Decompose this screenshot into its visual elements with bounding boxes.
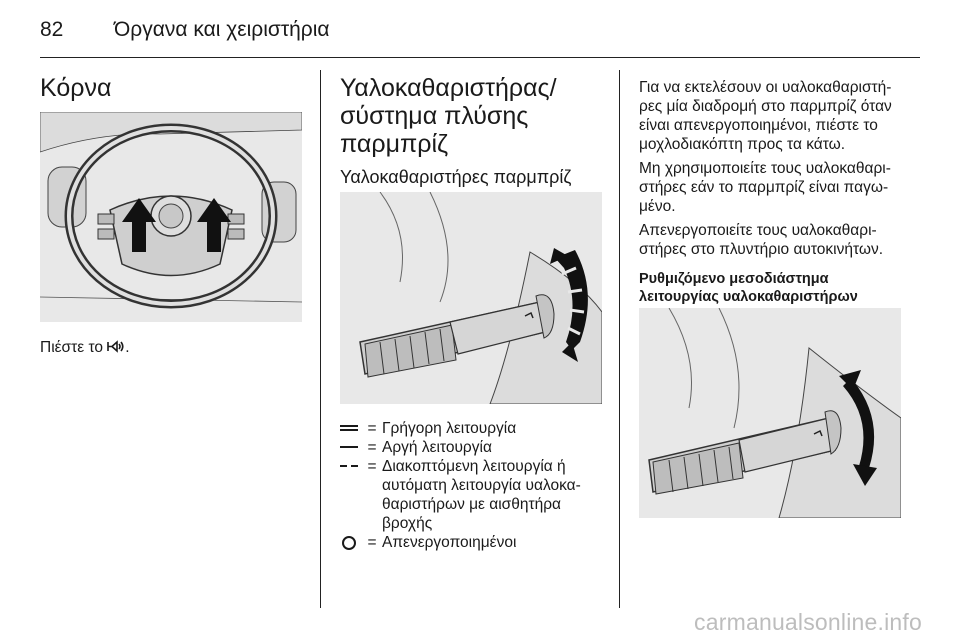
page-number: 82 [40,18,64,41]
wiper-lever-figure [340,192,602,404]
section-heading-wiper-line1: Υαλοκαθαριστήρας/ [340,74,557,102]
legend-text-intermittent: Διακοπτόμενη λειτουργία ή αυτόματη λειτουργία υαλοκα-θαριστήρων με αισθητήρα βροχής [382,458,581,532]
section-heading-wiper-line2: σύστημα πλύσης [340,102,529,130]
legend-row-slow: = Αργή λειτουργία [340,438,610,457]
dashed-line-icon [340,457,362,476]
wiper-legend [340,419,610,552]
subheading-interval-l2: λειτουργίας υαλοκαθαριστήρων [639,289,858,305]
horn-caption: Πιέστε το . [40,339,130,356]
watermark: carmanualsonline.info [694,609,922,635]
steering-wheel-illustration [40,112,302,322]
interval-lever-figure [639,308,901,518]
section-heading-horn: Κόρνα [40,74,112,102]
legend-row-fast: = Γρήγορη λειτουργία [340,419,610,438]
section-heading-wiper-line3: παρμπρίζ [340,130,449,158]
steering-wheel-figure [40,112,302,322]
wiper-lever-illustration [340,192,602,404]
para-carwash-l2: στήρες στο πλυντήριο αυτοκινήτων. [639,241,884,258]
single-line-icon [340,438,362,457]
para-single-wipe-l1: Για να εκτελέσουν οι υαλοκαθαριστή- [639,79,892,96]
legend-row-off: = Απενεργοποιημένοι [340,533,610,552]
column-divider-left [320,70,321,608]
legend-text-off: Απενεργοποιημένοι [382,534,517,551]
circle-off-icon [340,533,362,552]
interval-lever-illustration [639,308,901,518]
para-single-wipe-l4: μοχλοδιακόπτη προς τα κάτω. [639,136,846,153]
double-line-icon [340,419,362,438]
para-single-wipe-l3: είναι απενεργοποιημένοι, πιέστε το [639,117,878,134]
header-rule [40,57,920,58]
subheading-interval-l1: Ρυθμιζόμενο μεσοδιάστημα [639,271,829,287]
para-frozen-l3: μένο. [639,198,676,215]
legend-text-slow: Αργή λειτουργία [382,439,492,456]
running-title: Όργανα και χειριστήρια [114,18,330,41]
legend-row-intermittent: = Διακοπτόμενη λειτουργία ή αυτόματη λειτουργία υαλοκα-θαριστήρων με αισθητήρα βροχής [340,457,610,533]
para-carwash-l1: Απενεργοποιείτε τους υαλοκαθαρι- [639,222,877,239]
column-divider-right [619,70,620,608]
horn-icon [107,340,125,353]
para-single-wipe-l2: ρες μία διαδρομή στο παρμπρίζ όταν [639,98,892,115]
subheading-windscreen-wipers: Υαλοκαθαριστήρες παρμπρίζ [340,167,572,187]
legend-text-fast: Γρήγορη λειτουργία [382,420,517,437]
para-frozen-l1: Μη χρησιμοποιείτε τους υαλοκαθαρι- [639,160,891,177]
para-frozen-l2: στήρες εάν το παρμπρίζ είναι παγω- [639,179,889,196]
